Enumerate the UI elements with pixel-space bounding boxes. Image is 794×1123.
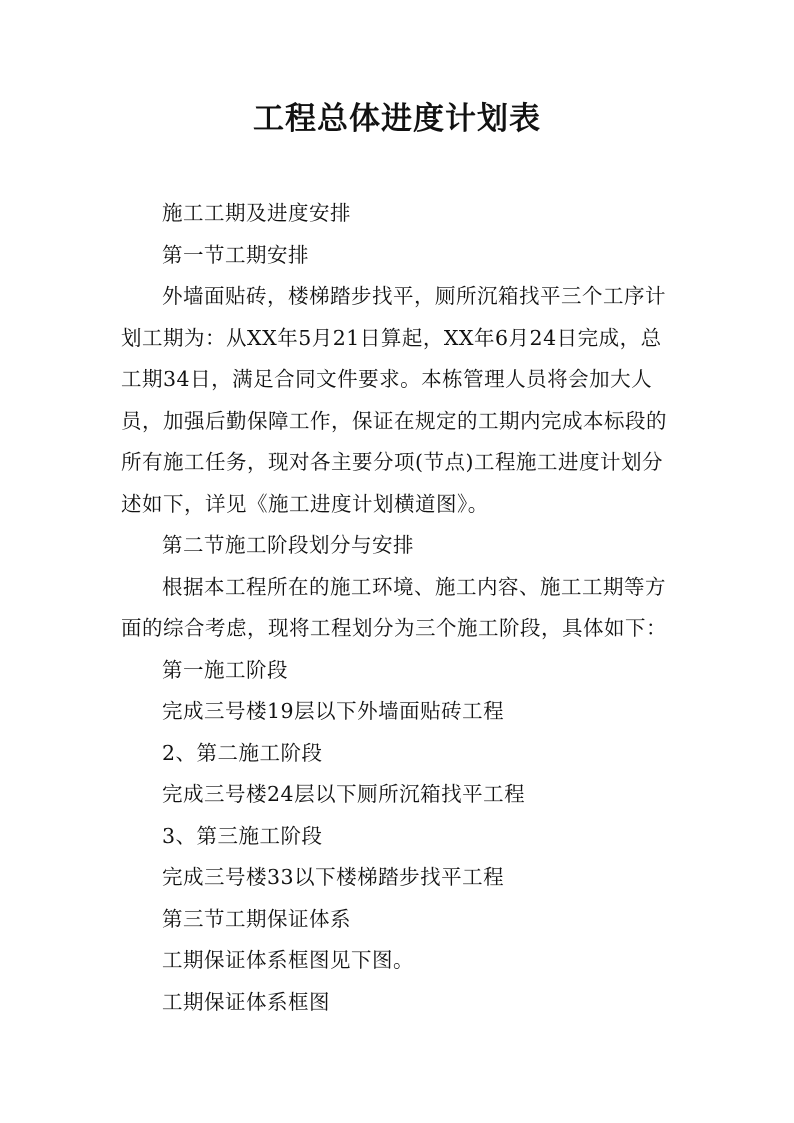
paragraph-stage-3-heading: 3、第三施工阶段 [162, 823, 323, 848]
paragraph-framework-caption: 工期保证体系框图 [162, 989, 330, 1014]
document-body [121, 193, 681, 1023]
paragraph-schedule-heading: 施工工期及进度安排 [162, 201, 351, 225]
paragraph-stage-2-content: 完成三号楼24层以下厕所沉箱找平工程 [162, 782, 526, 806]
paragraph-section-1-heading: 第一节工期安排 [162, 242, 309, 267]
paragraph-section-3-heading: 第三节工期保证体系 [162, 906, 351, 931]
paragraph-stage-3-content: 完成三号楼33以下楼梯踏步找平工程 [162, 865, 505, 889]
paragraph-schedule-description: 外墙面贴砖，楼梯踏步找平，厕所沉箱找平三个工序计划工期为：从XX年5月21日算起，XX年6月24日完成，总工期34日，满足合同文件要求。本栋管理人员将会加大人员，加强后勤保障工作，保证在规定的工期内完成本标段的所有施工任务，现对各主要分项(节点)工程施工进度计划分述如下，详见《施工进度计划横道图》。 [121, 284, 667, 516]
paragraph-stage-overview: 根据本工程所在的施工环境、施工内容、施工工期等方面的综合考虑，现将工程划分为三个施工阶段，具体如下： [121, 574, 667, 640]
paragraph-stage-1-heading: 第一施工阶段 [162, 657, 288, 682]
paragraph-stage-1-content: 完成三号楼19层以下外墙面贴砖工程 [162, 699, 505, 723]
paragraph-framework-note: 工期保证体系框图见下图。 [162, 948, 414, 972]
document-title: 工程总体进度计划表 [253, 101, 541, 137]
paragraph-stage-2-heading: 2、第二施工阶段 [162, 740, 323, 765]
paragraph-section-2-heading: 第二节施工阶段划分与安排 [162, 533, 414, 557]
